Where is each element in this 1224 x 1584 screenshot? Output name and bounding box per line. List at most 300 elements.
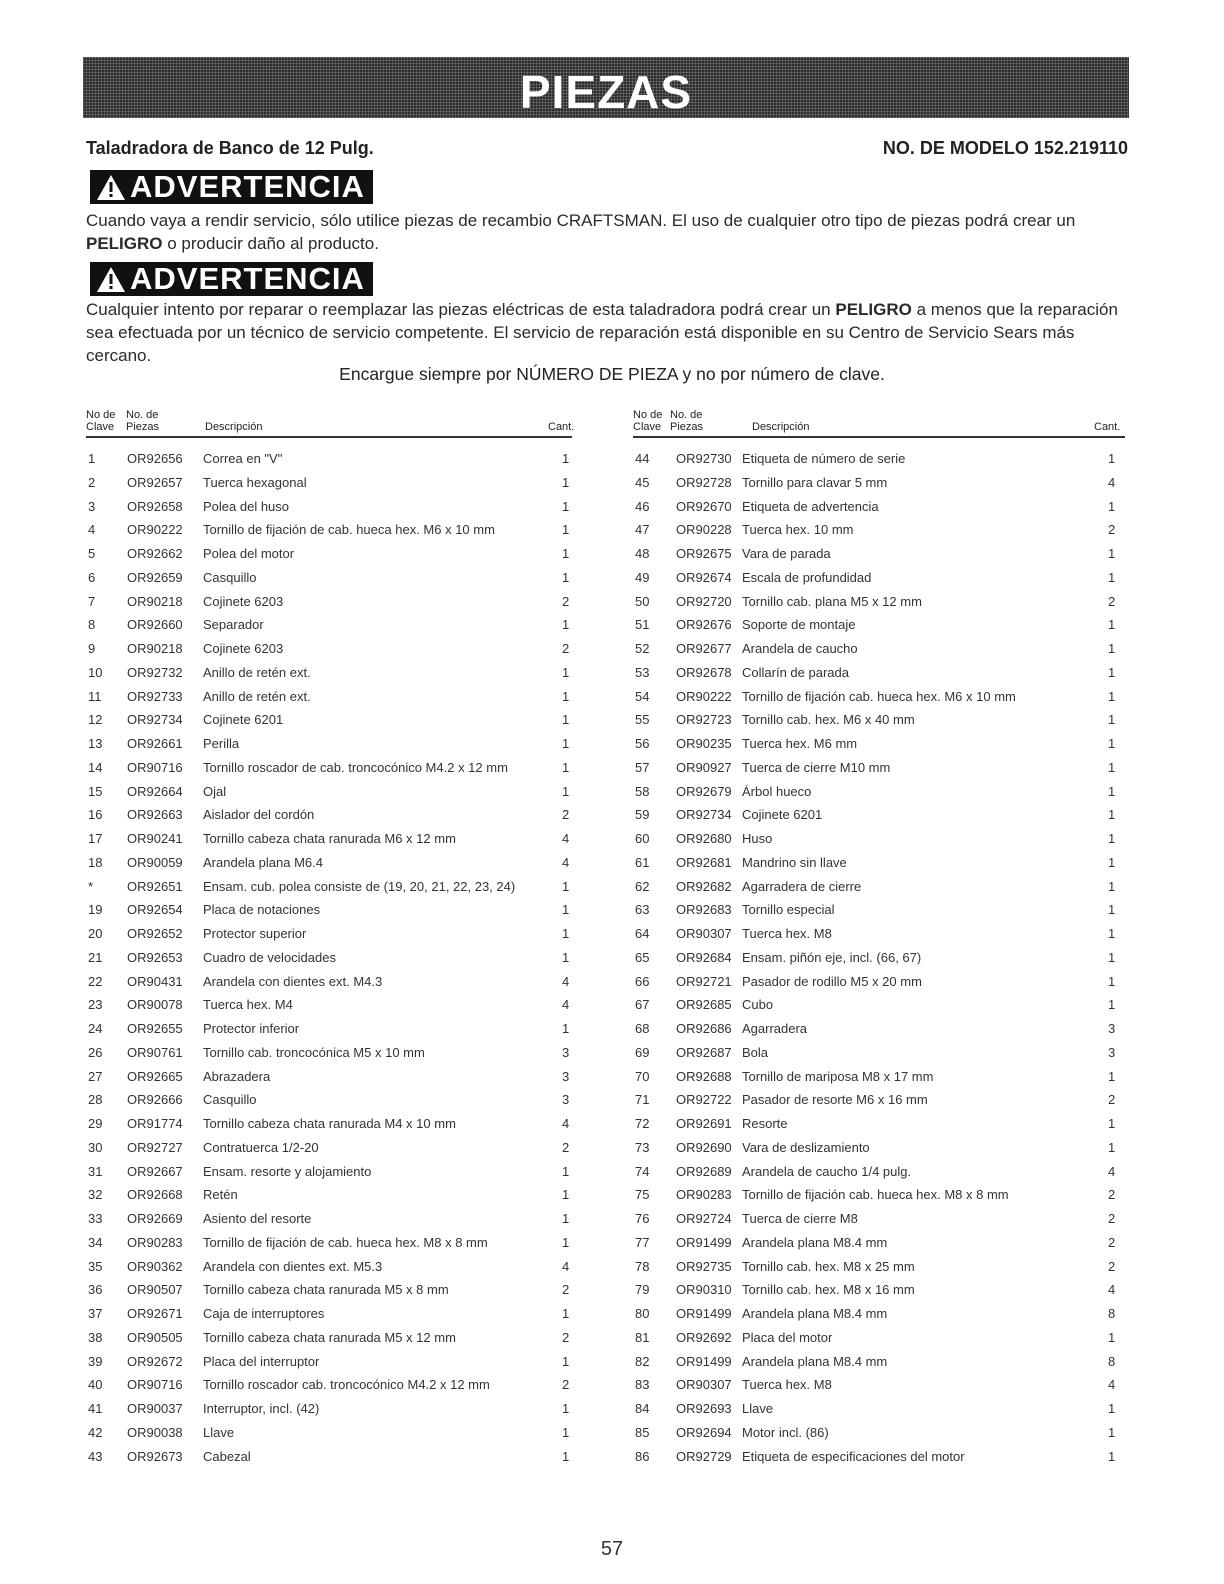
part-quantity: 1	[562, 664, 570, 680]
part-key: 6	[88, 569, 96, 585]
part-quantity: 1	[562, 1211, 570, 1226]
part-number: OR92673	[127, 1448, 183, 1464]
part-key: 61	[635, 854, 650, 870]
table-row	[0, 1140, 1224, 1160]
part-quantity: 2	[1108, 1258, 1116, 1274]
warning-paragraph-2	[86, 298, 1126, 367]
part-description: Abrazadera	[203, 1068, 271, 1084]
part-quantity: 1	[1108, 783, 1116, 799]
part-description: Arandela plana M6.4	[203, 854, 323, 870]
part-number: OR92657	[127, 474, 183, 490]
part-quantity: 2	[562, 1282, 570, 1298]
part-number: OR92728	[676, 474, 732, 490]
part-description: Tuerca hex. 10 mm	[742, 522, 854, 538]
part-quantity: 1	[562, 712, 570, 728]
part-number: OR90222	[127, 522, 183, 538]
table-row	[0, 641, 1224, 661]
part-description: Placa del interruptor	[203, 1353, 320, 1369]
part-number: OR92691	[676, 1116, 732, 1131]
right-header-description: Descripción	[752, 421, 810, 433]
part-key: 17	[88, 831, 103, 846]
table-row	[0, 1069, 1224, 1089]
part-key: 30	[88, 1139, 103, 1155]
part-number: OR92667	[127, 1163, 183, 1179]
part-description: Ensam. piñón eje, incl. (66, 67)	[742, 949, 922, 965]
part-description: Cubo	[742, 997, 774, 1013]
right-header-part	[670, 409, 703, 433]
part-description: Árbol hueco	[742, 783, 812, 799]
part-key: 3	[88, 498, 96, 514]
part-key: 51	[635, 617, 650, 633]
order-note: Encargue siempre por NÚMERO DE PIEZA y no por número de clave.	[339, 364, 885, 384]
table-row	[0, 855, 1224, 875]
part-description: Tornillo especial	[742, 902, 835, 918]
part-key: 68	[635, 1021, 650, 1036]
part-quantity: 1	[1108, 854, 1116, 870]
part-key: 31	[88, 1163, 103, 1179]
warning-paragraph-1	[86, 209, 1126, 255]
part-number: OR91499	[676, 1353, 732, 1369]
part-quantity: 4	[1108, 1282, 1116, 1298]
part-description: Bola	[742, 1044, 769, 1060]
table-row	[0, 689, 1224, 709]
part-description: Collarín de parada	[742, 664, 849, 680]
part-description: Tuerca hex. M8	[742, 926, 832, 941]
warning-1-text-before: Cuando vaya a rendir servicio, sólo utilice piezas de recambio CRAFTSMAN. El uso de cualquier otro tipo de piezas podrá crear un	[86, 211, 1076, 230]
part-number: OR92723	[676, 712, 732, 728]
warning-label-text: ADVERTENCIA	[130, 169, 365, 204]
part-key: 12	[88, 712, 103, 728]
warning-label-text: ADVERTENCIA	[130, 261, 365, 296]
part-description: Tuerca hex. M8	[742, 1377, 832, 1393]
part-number: OR90310	[676, 1282, 732, 1298]
model-number: NO. DE MODELO 152.219110	[882, 138, 1128, 158]
part-number: OR90283	[676, 1187, 732, 1203]
part-quantity: 1	[562, 1401, 570, 1416]
part-number: OR90218	[127, 593, 183, 609]
part-description: Perilla	[203, 736, 240, 751]
warning-triangle-icon	[96, 265, 126, 293]
part-number: OR92665	[127, 1068, 183, 1084]
part-number: OR92693	[676, 1401, 732, 1416]
part-number: OR92733	[127, 688, 183, 704]
part-quantity: 1	[1108, 664, 1116, 680]
part-description: Llave	[203, 1424, 235, 1440]
part-number: OR92684	[676, 949, 732, 965]
part-key: 74	[635, 1163, 650, 1179]
part-number: OR92682	[676, 878, 732, 894]
table-row	[0, 499, 1224, 519]
part-key: 2	[88, 474, 96, 490]
part-description: Ensam. resorte y alojamiento	[203, 1163, 372, 1179]
part-quantity: 1	[1108, 926, 1116, 941]
part-number: OR92672	[127, 1353, 183, 1369]
part-description: Escala de profundidad	[742, 569, 872, 585]
part-key: 79	[635, 1282, 650, 1298]
part-key: 21	[88, 949, 103, 965]
part-key: 4	[88, 522, 96, 538]
part-description: Arandela plana M8.4 mm	[742, 1353, 888, 1369]
part-description: Tornillo cabeza chata ranurada M6 x 12 mm	[203, 831, 456, 846]
part-number: OR92727	[127, 1139, 183, 1155]
part-description: Aislador del cordón	[203, 807, 315, 823]
part-key: 38	[88, 1329, 103, 1345]
part-description: Cojinete 6203	[203, 593, 284, 609]
part-quantity: 2	[1108, 593, 1116, 609]
left-header-part	[126, 409, 159, 433]
table-row	[0, 1187, 1224, 1207]
table-row	[0, 1092, 1224, 1112]
part-key: 10	[88, 664, 103, 680]
part-quantity: 1	[562, 1163, 570, 1179]
part-number: OR90037	[127, 1401, 183, 1416]
part-number: OR92687	[676, 1044, 732, 1060]
part-description: Tornillo de fijación de cab. hueca hex. M8 x 8 mm	[203, 1234, 488, 1250]
part-key: 84	[635, 1401, 650, 1416]
part-quantity: 1	[1108, 1424, 1116, 1440]
part-description: Retén	[203, 1187, 238, 1203]
part-description: Vara de parada	[742, 546, 831, 561]
part-number: OR92689	[676, 1163, 732, 1179]
part-quantity: 2	[1108, 1187, 1116, 1203]
part-key: 27	[88, 1068, 103, 1084]
part-key: 34	[88, 1234, 103, 1250]
part-number: OR92721	[676, 973, 732, 989]
table-row	[0, 1045, 1224, 1065]
part-number: OR92730	[676, 451, 732, 466]
table-row	[0, 1425, 1224, 1445]
part-key: 85	[635, 1424, 650, 1440]
part-description: Anillo de retén ext.	[203, 664, 311, 680]
part-quantity: 1	[1108, 973, 1116, 989]
part-number: OR90038	[127, 1424, 183, 1440]
part-quantity: 3	[1108, 1044, 1116, 1060]
part-description: Arandela plana M8.4 mm	[742, 1234, 888, 1250]
part-quantity: 1	[562, 546, 570, 561]
part-description: Tornillo para clavar 5 mm	[742, 474, 888, 490]
part-quantity: 4	[1108, 474, 1116, 490]
table-row	[0, 1449, 1224, 1469]
part-quantity: 1	[1108, 1116, 1116, 1131]
table-row	[0, 997, 1224, 1017]
part-description: Anillo de retén ext.	[203, 688, 311, 704]
part-key: 62	[635, 878, 650, 894]
right-header-key	[633, 409, 662, 433]
part-key: 20	[88, 926, 103, 941]
part-description: Tornillo cab. troncocónica M5 x 10 mm	[203, 1044, 425, 1060]
part-quantity: 1	[562, 902, 570, 918]
part-number: OR92654	[127, 902, 183, 918]
part-quantity: 8	[1108, 1353, 1116, 1369]
part-quantity: 1	[1108, 712, 1116, 728]
part-key: 50	[635, 593, 650, 609]
part-quantity: 4	[562, 973, 570, 989]
warning-triangle-icon	[96, 173, 126, 201]
warning-label-1	[90, 170, 373, 204]
part-key: 43	[88, 1448, 103, 1464]
part-key: 33	[88, 1211, 103, 1226]
part-description: Cojinete 6201	[203, 712, 284, 728]
part-key: 26	[88, 1044, 103, 1060]
part-description: Resorte	[742, 1116, 788, 1131]
part-key: 64	[635, 926, 650, 941]
part-key: 67	[635, 997, 650, 1013]
part-quantity: 4	[562, 854, 570, 870]
left-header-rule	[86, 436, 572, 438]
part-number: OR92686	[676, 1021, 732, 1036]
part-key: 32	[88, 1187, 103, 1203]
part-number: OR90283	[127, 1234, 183, 1250]
table-row	[0, 1116, 1224, 1136]
part-quantity: 1	[1108, 1401, 1116, 1416]
part-number: OR91774	[127, 1116, 183, 1131]
part-number: OR92735	[676, 1258, 732, 1274]
part-key: 80	[635, 1306, 650, 1321]
part-key: 82	[635, 1353, 650, 1369]
part-number: OR90716	[127, 1377, 183, 1393]
part-key: 44	[635, 451, 650, 466]
part-number: OR92670	[676, 498, 732, 514]
part-number: OR92662	[127, 546, 183, 561]
part-key: 69	[635, 1044, 650, 1060]
part-key: 81	[635, 1329, 650, 1345]
part-description: Tornillo roscador cab. troncocónico M4.2 x 12 mm	[203, 1377, 490, 1393]
table-row	[0, 974, 1224, 994]
part-description: Protector inferior	[203, 1021, 300, 1036]
part-key: 56	[635, 736, 650, 751]
part-number: OR92655	[127, 1021, 183, 1036]
part-key: 70	[635, 1068, 650, 1084]
part-description: Tornillo cabeza chata ranurada M5 x 12 mm	[203, 1329, 456, 1345]
part-description: Cuadro de velocidades	[203, 949, 336, 965]
part-description: Tuerca hexagonal	[203, 474, 307, 490]
part-key: 65	[635, 949, 650, 965]
part-number: OR92671	[127, 1306, 183, 1321]
part-key: 5	[88, 546, 96, 561]
part-key: 35	[88, 1258, 103, 1274]
part-description: Casquillo	[203, 569, 257, 585]
part-description: Cojinete 6201	[742, 807, 823, 823]
part-key: 83	[635, 1377, 650, 1393]
table-row	[0, 1164, 1224, 1184]
title-banner	[83, 57, 1129, 118]
part-description: Tornillo cabeza chata ranurada M5 x 8 mm	[203, 1282, 449, 1298]
part-description: Arandela plana M8.4 mm	[742, 1306, 888, 1321]
part-number: OR92677	[676, 641, 732, 656]
table-row	[0, 1211, 1224, 1231]
table-row	[0, 570, 1224, 590]
part-key: 54	[635, 688, 650, 704]
part-number: OR92660	[127, 617, 183, 633]
table-row	[0, 1259, 1224, 1279]
part-number: OR92674	[676, 569, 732, 585]
page-title: PIEZAS	[519, 66, 693, 118]
part-number: OR92732	[127, 664, 183, 680]
header-key-line2: Clave	[86, 421, 115, 433]
part-number: OR90078	[127, 997, 183, 1013]
part-number: OR92663	[127, 807, 183, 823]
part-description: Polea del huso	[203, 498, 290, 514]
part-key: 73	[635, 1139, 650, 1155]
part-key: 53	[635, 664, 650, 680]
part-key: 60	[635, 831, 650, 846]
warning-label-2	[90, 262, 373, 296]
part-quantity: 1	[1108, 902, 1116, 918]
part-description: Tuerca hex. M6 mm	[742, 736, 858, 751]
part-key: 45	[635, 474, 650, 490]
part-number: OR90507	[127, 1282, 183, 1298]
header-part-line1: No. de	[670, 409, 703, 421]
part-key: 39	[88, 1353, 103, 1369]
part-description: Vara de deslizamiento	[742, 1139, 870, 1155]
part-key: 9	[88, 641, 96, 656]
part-number: OR90241	[127, 831, 183, 846]
part-description: Tornillo de mariposa M8 x 17 mm	[742, 1068, 934, 1084]
part-number: OR92659	[127, 569, 183, 585]
part-quantity: 1	[562, 1306, 570, 1321]
table-row	[0, 617, 1224, 637]
part-number: OR92679	[676, 783, 732, 799]
part-quantity: 2	[562, 1139, 570, 1155]
part-description: Tornillo cab. plana M5 x 12 mm	[742, 593, 922, 609]
table-row	[0, 546, 1224, 566]
right-header-qty: Cant.	[1094, 421, 1121, 433]
part-number: OR90362	[127, 1258, 183, 1274]
right-header-rule	[633, 436, 1125, 438]
table-row	[0, 784, 1224, 804]
part-number: OR90228	[676, 522, 732, 538]
part-number: OR92683	[676, 902, 732, 918]
part-key: 22	[88, 973, 103, 989]
part-number: OR90761	[127, 1044, 183, 1060]
part-description: Ojal	[203, 783, 227, 799]
part-quantity: 2	[562, 1329, 570, 1345]
part-number: OR92724	[676, 1211, 732, 1226]
part-key: 41	[88, 1401, 103, 1416]
part-quantity: 2	[1108, 522, 1116, 538]
part-description: Soporte de montaje	[742, 617, 856, 633]
part-quantity: 8	[1108, 1306, 1116, 1321]
part-description: Polea del motor	[203, 546, 295, 561]
part-key: 24	[88, 1021, 103, 1036]
part-quantity: 2	[562, 807, 570, 823]
part-description: Tornillo cab. hex. M8 x 16 mm	[742, 1282, 915, 1298]
part-key: 47	[635, 522, 650, 538]
part-key: *	[88, 878, 94, 894]
part-key: 49	[635, 569, 650, 585]
part-key: 13	[88, 736, 103, 751]
header-part-line2: Piezas	[126, 421, 160, 433]
part-quantity: 2	[562, 1377, 570, 1393]
part-quantity: 4	[562, 831, 570, 846]
table-row	[0, 522, 1224, 542]
product-name: Taladradora de Banco de 12 Pulg.	[86, 138, 374, 158]
part-quantity: 3	[562, 1092, 570, 1108]
part-description: Cabezal	[203, 1448, 251, 1464]
warning-2-text-after: a menos que la reparación sea efectuada por un técnico de servicio competente. El servicio de reparación está disponible en su Centro de Servicio Sears más cercano.	[86, 300, 1118, 365]
part-description: Tuerca hex. M4	[203, 997, 293, 1013]
part-quantity: 4	[1108, 1377, 1116, 1393]
part-key: 28	[88, 1092, 103, 1108]
part-description: Llave	[742, 1401, 774, 1416]
part-description: Agarradera de cierre	[742, 878, 862, 894]
part-quantity: 1	[562, 878, 570, 894]
part-description: Etiqueta de número de serie	[742, 451, 906, 466]
table-row	[0, 1354, 1224, 1374]
part-description: Tuerca de cierre M10 mm	[742, 759, 891, 775]
part-quantity: 2	[562, 641, 570, 656]
part-description: Separador	[203, 617, 264, 633]
part-number: OR91499	[676, 1234, 732, 1250]
part-quantity: 2	[1108, 1211, 1116, 1226]
part-description: Mandrino sin llave	[742, 854, 847, 870]
part-key: 36	[88, 1282, 103, 1298]
part-number: OR92656	[127, 451, 183, 466]
part-number: OR92651	[127, 878, 183, 894]
part-quantity: 1	[562, 1353, 570, 1369]
part-key: 37	[88, 1306, 103, 1321]
part-description: Tuerca de cierre M8	[742, 1211, 858, 1226]
warning-1-text-after: o producir daño al producto.	[162, 234, 379, 253]
part-quantity: 1	[562, 474, 570, 490]
table-row	[0, 807, 1224, 827]
part-key: 58	[635, 783, 650, 799]
table-row	[0, 879, 1224, 899]
part-quantity: 1	[1108, 1068, 1116, 1084]
part-description: Tornillo cabeza chata ranurada M4 x 10 mm	[203, 1116, 456, 1131]
part-description: Tornillo de fijación de cab. hueca hex. M6 x 10 mm	[203, 522, 495, 538]
part-number: OR91499	[676, 1306, 732, 1321]
part-quantity: 1	[1108, 1139, 1116, 1155]
part-quantity: 1	[1108, 831, 1116, 846]
part-key: 19	[88, 902, 103, 918]
page-number: 57	[600, 1538, 624, 1560]
part-key: 8	[88, 617, 96, 633]
part-description: Agarradera	[742, 1021, 808, 1036]
part-quantity: 1	[562, 451, 570, 466]
part-key: 72	[635, 1116, 650, 1131]
part-number: OR90716	[127, 759, 183, 775]
part-quantity: 4	[562, 1116, 570, 1131]
part-quantity: 1	[562, 949, 570, 965]
part-key: 29	[88, 1116, 103, 1131]
part-number: OR90218	[127, 641, 183, 656]
part-quantity: 4	[1108, 1163, 1116, 1179]
warning-1-emphasis: PELIGRO	[86, 234, 163, 253]
part-number: OR92664	[127, 783, 183, 799]
part-number: OR92676	[676, 617, 732, 633]
table-row	[0, 1377, 1224, 1397]
part-quantity: 1	[1108, 569, 1116, 585]
table-row	[0, 712, 1224, 732]
table-row	[0, 736, 1224, 756]
part-key: 77	[635, 1234, 650, 1250]
part-key: 66	[635, 973, 650, 989]
part-description: Pasador de rodillo M5 x 20 mm	[742, 973, 922, 989]
part-description: Tornillo roscador de cab. troncocónico M4.2 x 12 mm	[203, 759, 508, 775]
part-description: Interruptor, incl. (42)	[203, 1401, 320, 1416]
part-number: OR90235	[676, 736, 732, 751]
warning-2-text-before: Cualquier intento por reparar o reemplazar las piezas eléctricas de esta taladradora podrá crear un	[86, 300, 836, 319]
part-quantity: 4	[562, 997, 570, 1013]
part-quantity: 4	[562, 1258, 570, 1274]
table-row	[0, 1282, 1224, 1302]
part-key: 42	[88, 1424, 103, 1440]
part-quantity: 1	[562, 1021, 570, 1036]
header-key-line1: No de	[86, 409, 116, 421]
part-number: OR90927	[676, 759, 732, 775]
part-description: Etiqueta de especificaciones del motor	[742, 1448, 965, 1464]
